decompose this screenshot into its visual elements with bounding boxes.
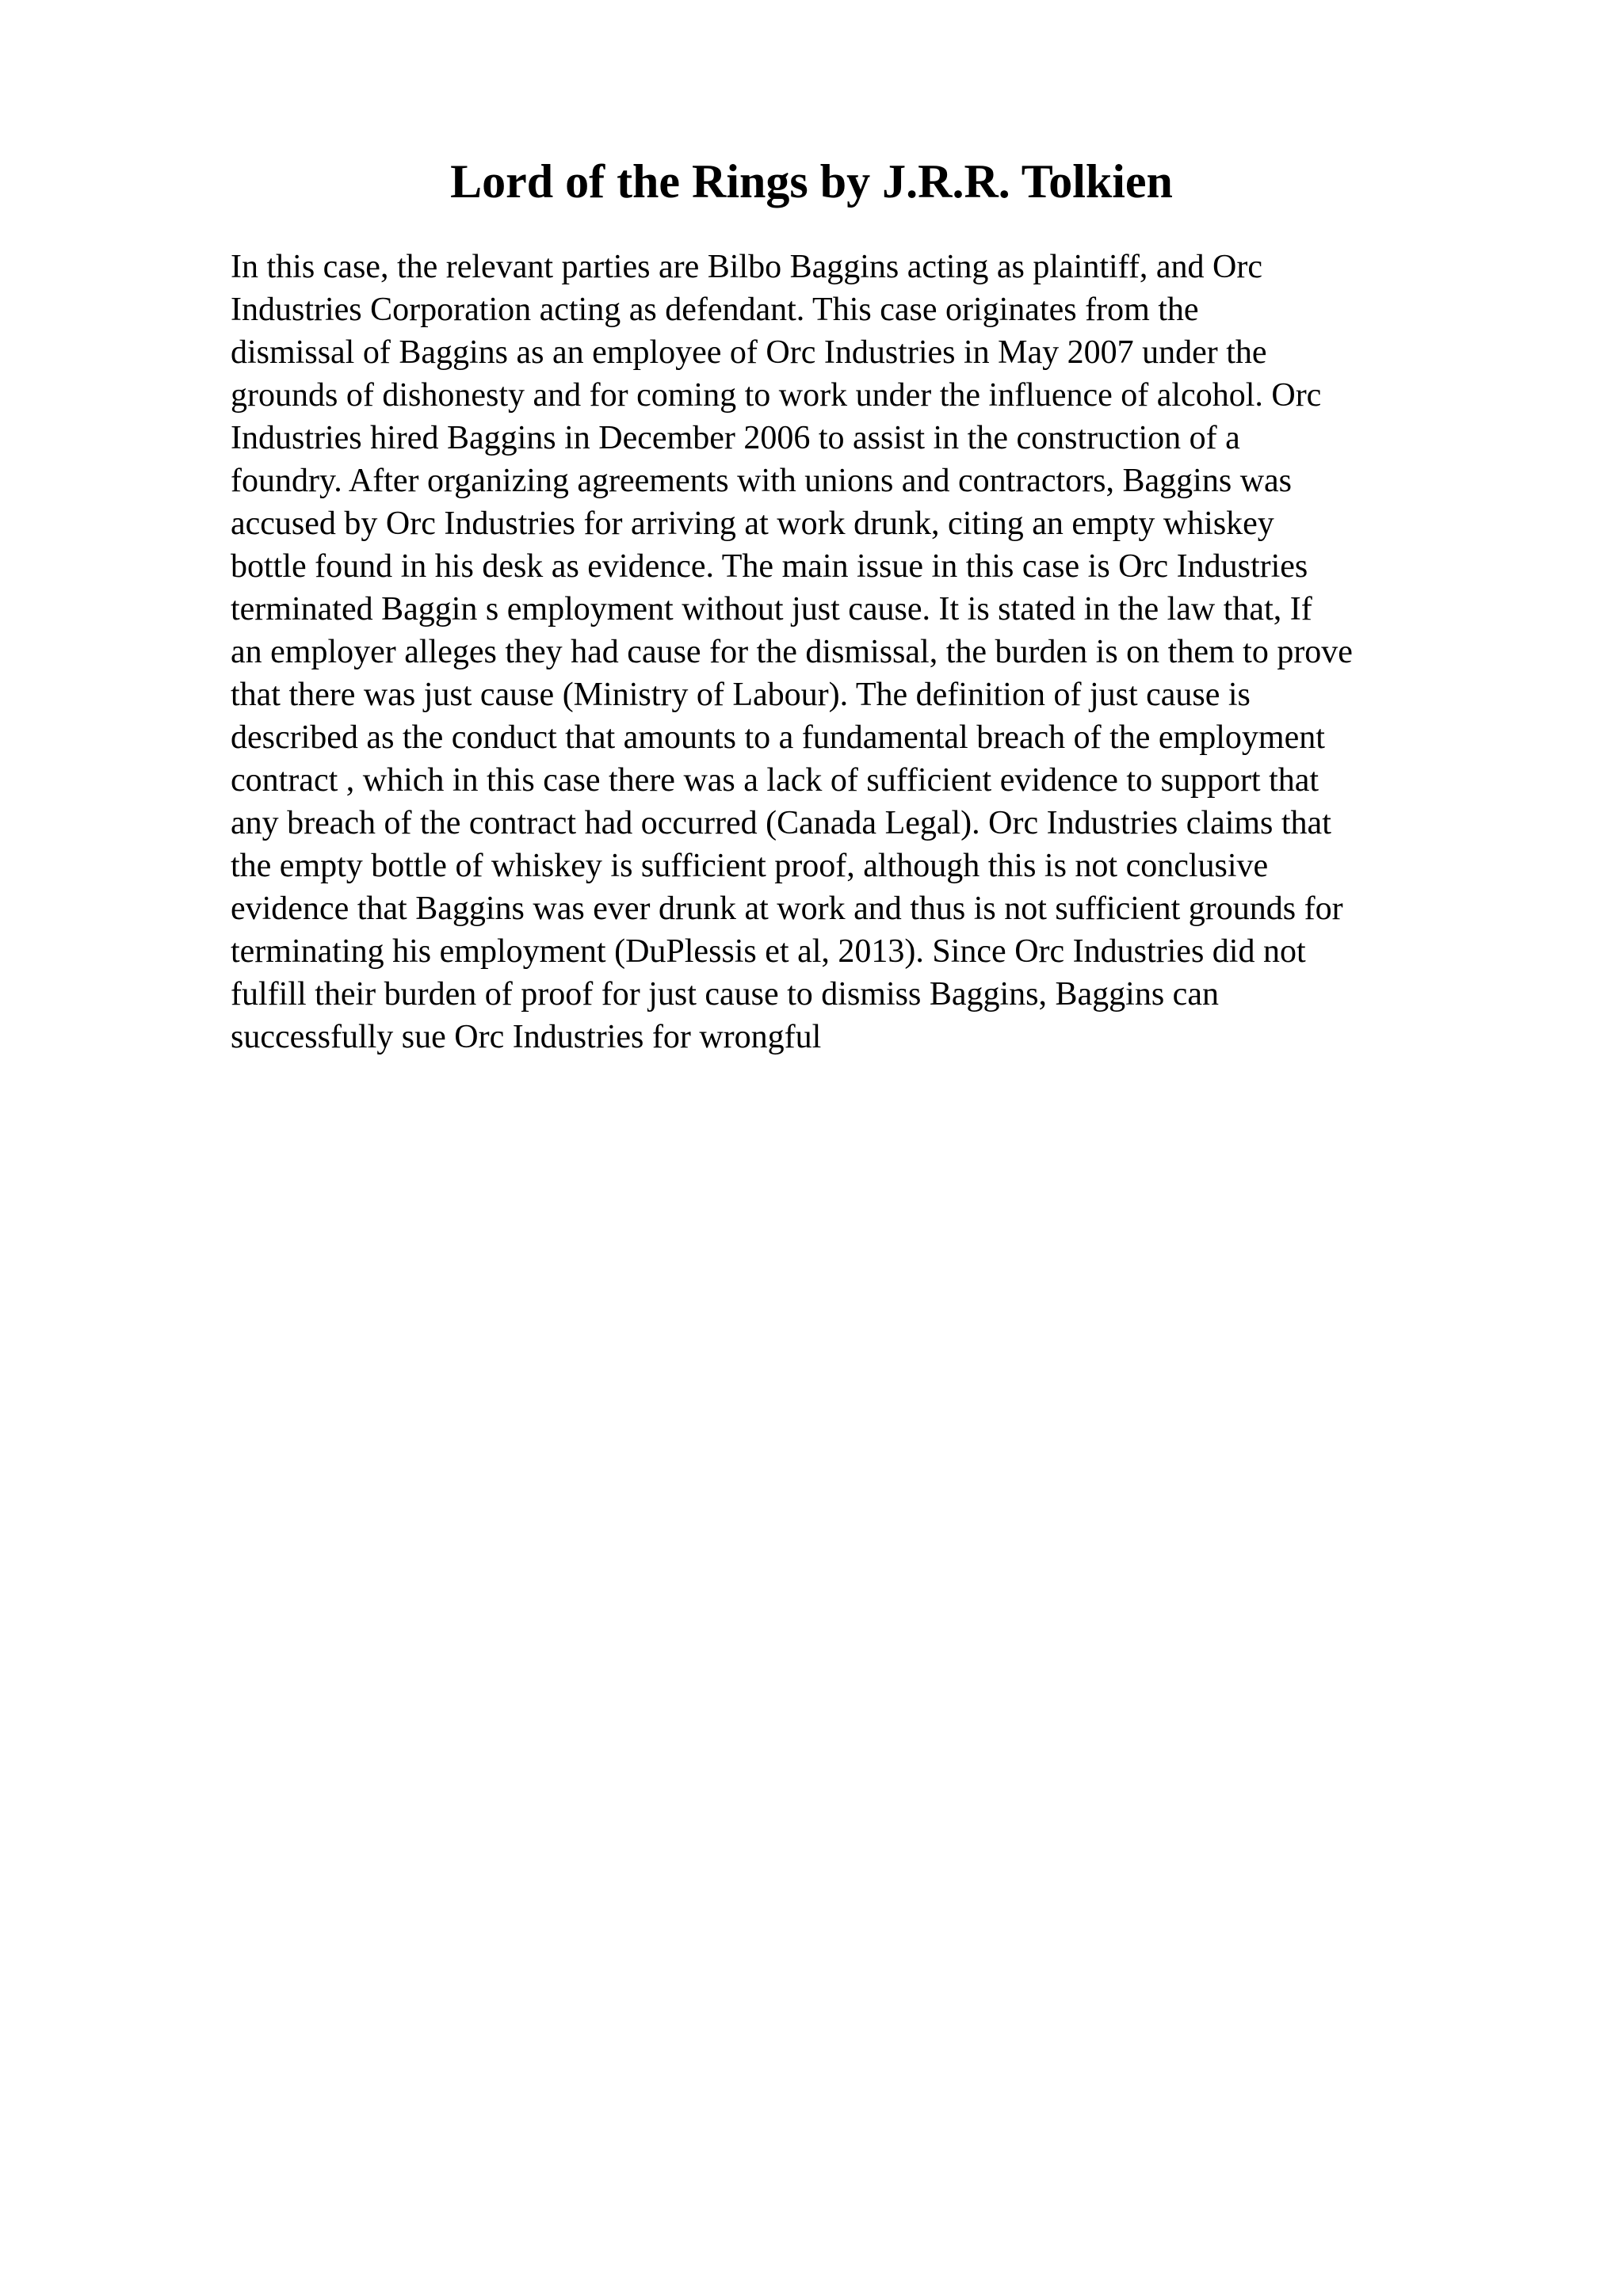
paragraph-line: bottle found in his desk as evidence. The main issue in this case is Orc Industries [231,548,1308,585]
paragraph-line: terminated Baggin s employment without just cause. It is stated in the law that, If [231,591,1312,627]
body-paragraph [231,246,1499,1058]
paragraph-line: that there was just cause (Ministry of Labour). The definition of just cause is [231,677,1251,713]
paragraph-line: dismissal of Baggins as an employee of Orc Industries in May 2007 under the [231,334,1267,371]
paragraph-line: grounds of dishonesty and for coming to work under the influence of alcohol. Orc [231,377,1322,414]
paragraph-line: an employer alleges they had cause for the dismissal, the burden is on them to prove [231,634,1353,670]
document-title: Lord of the Rings by J.R.R. Tolkien [450,155,1173,208]
paragraph-line: Industries Corporation acting as defendant. This case originates from the [231,292,1199,328]
paragraph-line: the empty bottle of whiskey is sufficient proof, although this is not conclusive [231,848,1269,884]
paragraph-line: accused by Orc Industries for arriving at work drunk, citing an empty whiskey [231,505,1274,542]
paragraph-line: Industries hired Baggins in December 2006 to assist in the construction of a [231,420,1240,456]
paragraph-line: successfully sue Orc Industries for wrongful [231,1019,822,1055]
paragraph-line: described as the conduct that amounts to a fundamental breach of the employment [231,719,1325,756]
paragraph-line: fulfill their burden of proof for just cause to dismiss Baggins, Baggins can [231,976,1219,1013]
paragraph-line: terminating his employment (DuPlessis et al, 2013). Since Orc Industries did not [231,933,1306,970]
paragraph-line: contract , which in this case there was a lack of sufficient evidence to support that [231,762,1319,799]
paragraph-line: foundry. After organizing agreements with unions and contractors, Baggins was [231,463,1293,499]
paragraph-line: evidence that Baggins was ever drunk at work and thus is not sufficient grounds for [231,891,1343,927]
paragraph-line: any breach of the contract had occurred (Canada Legal). Orc Industries claims that [231,805,1331,841]
paragraph-line: In this case, the relevant parties are Bilbo Baggins acting as plaintiff, and Orc [231,249,1262,285]
